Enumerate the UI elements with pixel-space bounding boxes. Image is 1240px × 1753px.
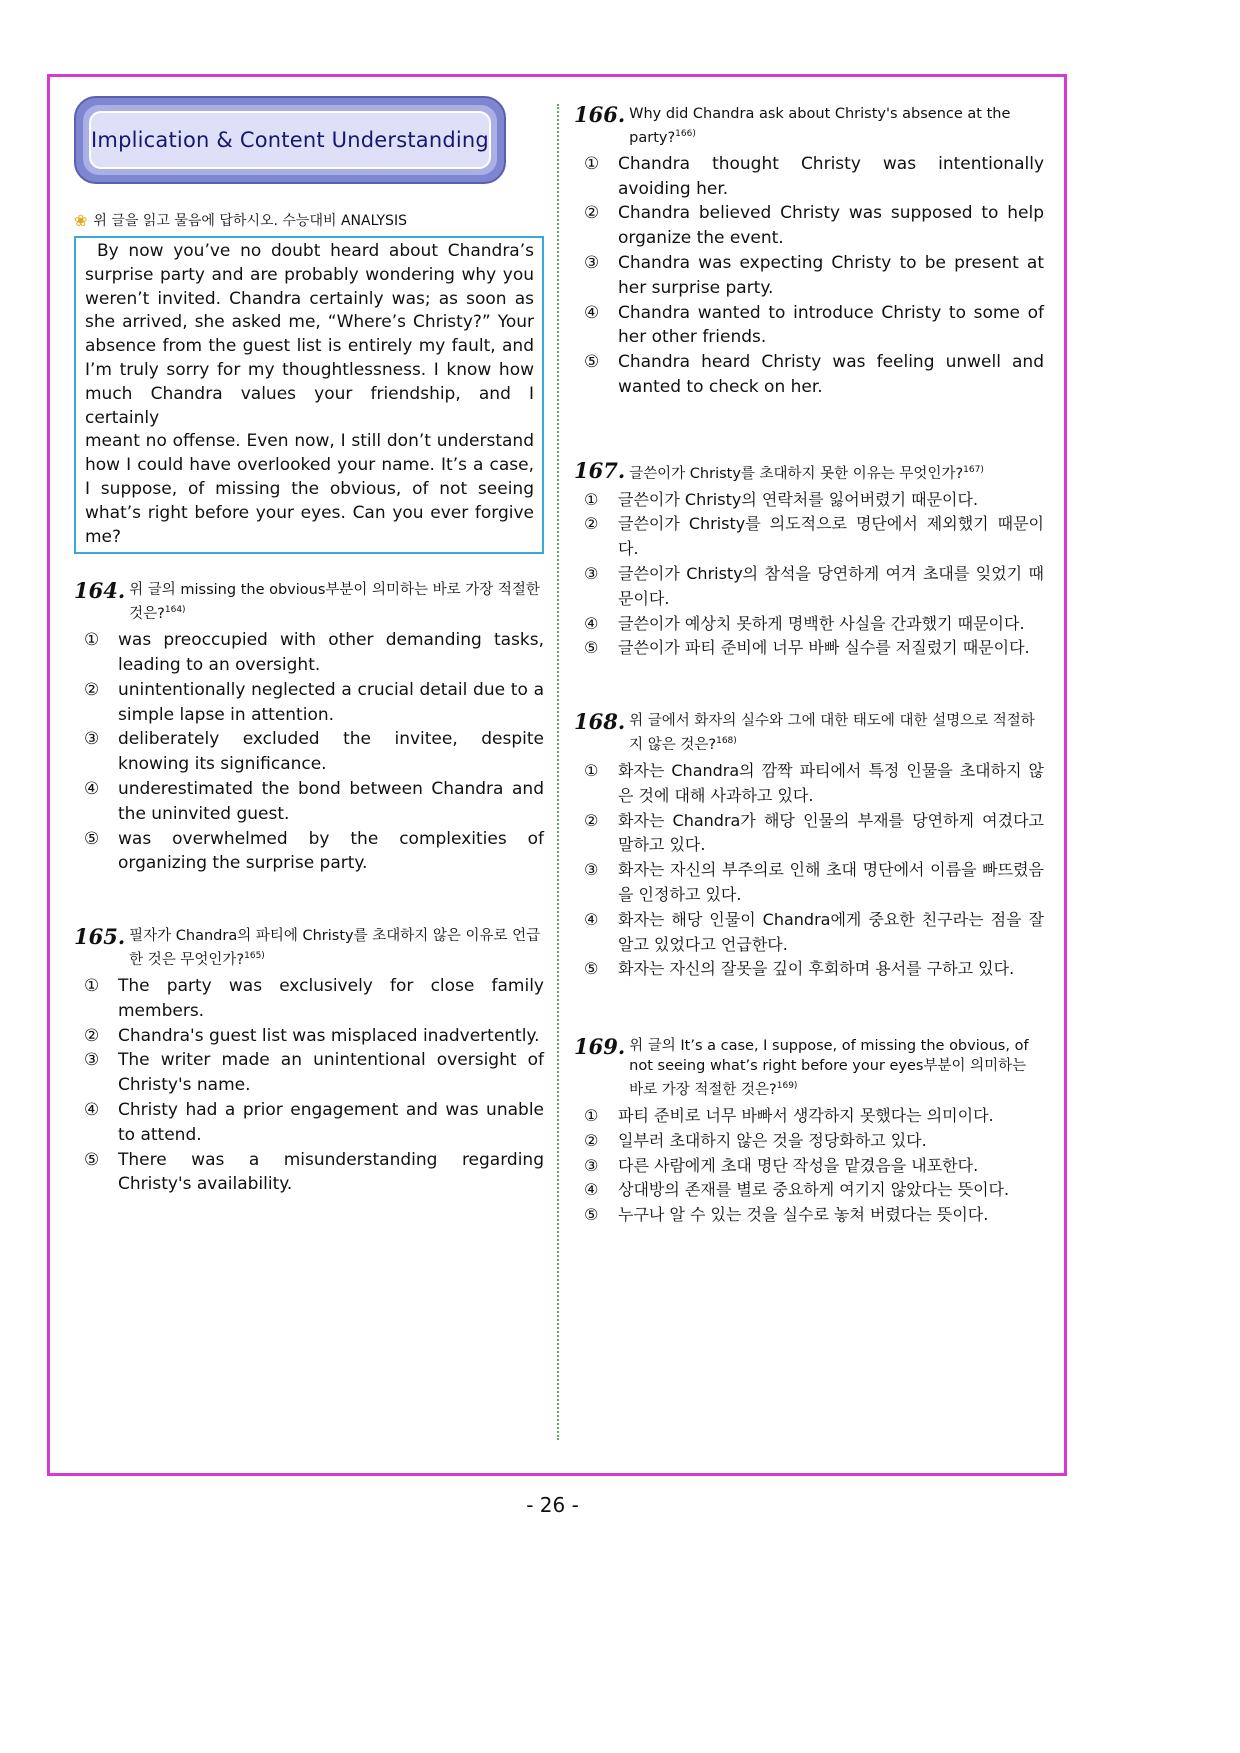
option-number: ⑤: [584, 959, 599, 979]
answer-option[interactable]: [574, 152, 1044, 202]
footnote-ref: 167): [963, 464, 984, 475]
right-column: [574, 104, 1044, 1228]
option-text: was overwhelmed by the complexities of organizing the surprise party.: [118, 828, 544, 874]
option-text: 화자는 자신의 부주의로 인해 초대 명단에서 이름을 빠뜨렸음을 인정하고 있다.: [618, 860, 1044, 905]
passage-line: absence from the guest list is entirely my fault, and: [85, 336, 534, 357]
option-number: ⑤: [584, 1205, 599, 1225]
question-number: 168.: [574, 709, 626, 735]
answer-option[interactable]: [74, 1024, 544, 1049]
passage-line: how I could have overlooked your name. It’s a case,: [85, 455, 534, 476]
option-text: unintentionally neglected a crucial detail due to a simple lapse in attention.: [118, 679, 544, 725]
answer-option[interactable]: [574, 562, 1044, 612]
option-text: was preoccupied with other demanding tasks, leading to an oversight.: [118, 630, 544, 675]
option-number: ②: [584, 1130, 599, 1150]
option-number: ②: [84, 1025, 100, 1046]
footnote-ref: 169): [776, 1081, 798, 1092]
option-text: Chandra thought Christy was intentionally avoiding her.: [618, 153, 1044, 199]
option-text: 누구나 알 수 있는 것을 실수로 놓쳐 버렸다는 뜻이다.: [618, 1205, 989, 1225]
passage-line: I’m truly sorry for my thoughtlessness. I know how: [85, 359, 534, 380]
option-text: 화자는 자신의 잘못을 깊이 후회하며 용서를 구하고 있다.: [618, 959, 1015, 979]
answer-option[interactable]: [574, 201, 1044, 251]
option-text: 화자는 해당 인물이 Chandra에게 중요한 친구라는 점을 잘 알고 있었다고 언급한다.: [618, 909, 1044, 954]
option-text: 글쓴이가 Christy의 연락처를 잃어버렸기 때문이다.: [618, 489, 979, 509]
answer-option[interactable]: [574, 858, 1044, 908]
answer-option[interactable]: [574, 301, 1044, 351]
option-text: 다른 사람에게 초대 명단 작성을 맡겼음을 내포한다.: [618, 1155, 979, 1175]
passage-line: surprise party and are probably wondering why you: [85, 264, 534, 285]
question-text: 위 글의 missing the obvious부분이 의미하는 바로 가장 적절한 것은?: [129, 582, 540, 623]
passage-line: weren’t invited. Chandra certainly was; as soon as: [85, 288, 534, 309]
question-text: Why did Chandra ask about Christy's absence at the party?: [629, 106, 1011, 146]
option-number: ①: [584, 489, 599, 509]
option-text: The writer made an unintentional oversight of Christy's name.: [118, 1050, 544, 1096]
option-number: ④: [584, 1180, 599, 1200]
question-168: [574, 711, 1044, 982]
option-text: Chandra's guest list was misplaced inadvertently.: [118, 1025, 540, 1046]
instruction: [74, 210, 544, 230]
reading-passage: [74, 236, 544, 554]
answer-option[interactable]: [74, 1098, 544, 1148]
answer-option[interactable]: [574, 1129, 1044, 1154]
option-number: ④: [584, 302, 600, 323]
question-text: 글쓴이가 Christy를 초대하지 못한 이유는 무엇인가?: [629, 465, 964, 482]
column-divider: [557, 104, 559, 1440]
section-banner: [74, 96, 506, 184]
question-number: 164.: [74, 578, 126, 604]
option-text: There was a misunderstanding regarding Christy's availability.: [118, 1149, 544, 1195]
footnote-ref: 164): [164, 605, 186, 616]
answer-option[interactable]: [574, 809, 1044, 859]
passage-line: I suppose, of missing the obvious, of not seeing: [85, 478, 534, 499]
question-169: [574, 1036, 1044, 1228]
passage-line: meant no offense. Even now, I still don’t understand: [85, 431, 534, 452]
question-number: 165.: [74, 924, 126, 950]
option-number: ①: [84, 630, 100, 651]
section-title: Implication & Content Understanding: [89, 111, 491, 169]
passage-line: much Chandra values your friendship, and I certainly: [85, 383, 534, 428]
answer-option[interactable]: [574, 908, 1044, 958]
answer-option[interactable]: [574, 1203, 1044, 1228]
answer-option[interactable]: [574, 488, 1044, 513]
question-text: 필자가 Chandra의 파티에 Christy를 초대하지 않은 이유로 언급한 것은 무엇인가?: [129, 928, 541, 968]
answer-option[interactable]: [574, 612, 1044, 637]
option-number: ④: [84, 778, 100, 799]
option-text: The party was exclusively for close family members.: [118, 975, 544, 1021]
option-text: deliberately excluded the invitee, despite knowing its significance.: [118, 729, 544, 775]
answer-option[interactable]: [574, 251, 1044, 301]
option-number: ③: [584, 564, 599, 584]
answer-option[interactable]: [74, 678, 544, 728]
option-number: ④: [584, 613, 599, 633]
question-text: 위 글에서 화자의 실수와 그에 대한 태도에 대한 설명으로 적절하지 않은 것은?: [629, 713, 1035, 754]
question-text: 위 글의 It’s a case, I suppose, of missing the obvious, of not seeing what’s right before your eyes부분이 의미하는 바로 가장 적절한 것은?: [629, 1038, 1029, 1099]
passage-line: she arrived, she asked me, “Where’s Christy?” Your: [85, 312, 534, 333]
answer-option[interactable]: [574, 759, 1044, 809]
option-text: Chandra heard Christy was feeling unwell and wanted to check on her.: [618, 352, 1044, 397]
question-165: [74, 926, 544, 1197]
footnote-ref: 168): [716, 736, 737, 747]
question-167: [574, 457, 1044, 661]
option-text: underestimated the bond between Chandra and the uninvited guest.: [118, 778, 544, 824]
option-text: 파티 준비로 너무 바빠서 생각하지 못했다는 의미이다.: [618, 1106, 994, 1126]
answer-option[interactable]: [574, 636, 1044, 661]
option-number: ④: [584, 909, 599, 929]
option-text: 글쓴이가 예상치 못하게 명백한 사실을 간과했기 때문이다.: [618, 613, 1025, 633]
answer-option[interactable]: [574, 1154, 1044, 1179]
answer-option[interactable]: [74, 974, 544, 1024]
option-text: 화자는 Chandra의 깜짝 파티에서 특정 인물을 초대하지 않은 것에 대해 사과하고 있다.: [618, 761, 1044, 805]
passage-line: me?: [85, 526, 122, 547]
option-number: ①: [584, 1106, 599, 1126]
option-text: 글쓴이가 파티 준비에 너무 바빠 실수를 저질렀기 때문이다.: [618, 638, 1030, 658]
option-number: ③: [584, 1155, 599, 1175]
question-164: [74, 580, 544, 876]
page-number: - 26 -: [526, 1493, 579, 1517]
option-text: 화자는 Chandra가 해당 인물의 부재를 당연하게 여겼다고 말하고 있다.: [618, 810, 1044, 855]
option-number: ②: [584, 514, 599, 534]
answer-option[interactable]: [74, 1048, 544, 1098]
option-number: ⑤: [584, 352, 600, 373]
option-number: ③: [84, 1050, 100, 1071]
option-text: Christy had a prior engagement and was unable to attend.: [118, 1099, 544, 1145]
option-text: 글쓴이가 Christy의 참석을 당연하게 여겨 초대를 잊었기 때문이다.: [618, 564, 1044, 608]
instruction-text: 위 글을 읽고 물음에 답하시오. 수능대비 ANALYSIS: [93, 213, 407, 229]
answer-option[interactable]: [74, 777, 544, 827]
option-text: 글쓴이가 Christy를 의도적으로 명단에서 제외했기 때문이다.: [618, 514, 1044, 559]
question-number: 166.: [574, 102, 626, 127]
option-number: ①: [584, 153, 600, 174]
question-number: 169.: [574, 1034, 626, 1060]
answer-option[interactable]: [574, 512, 1044, 562]
option-number: ③: [584, 253, 600, 274]
option-number: ①: [584, 761, 599, 781]
option-text: 일부러 초대하지 않은 것을 정당화하고 있다.: [618, 1130, 927, 1150]
option-text: Chandra wanted to introduce Christy to some of her other friends.: [618, 302, 1044, 348]
passage-line: what’s right before your eyes. Can you ever forgive: [85, 502, 534, 523]
answer-option[interactable]: [574, 957, 1044, 982]
option-number: ⑤: [584, 638, 599, 658]
option-number: ③: [584, 860, 599, 880]
option-text: 상대방의 존재를 별로 중요하게 여기지 않았다는 뜻이다.: [618, 1180, 1010, 1200]
option-number: ⑤: [84, 1149, 100, 1170]
answer-option[interactable]: [74, 1148, 544, 1198]
footnote-ref: 166): [675, 129, 696, 139]
option-number: ②: [584, 810, 599, 830]
question-166: [574, 104, 1044, 400]
flower-icon: ❀: [74, 210, 88, 230]
option-number: ④: [84, 1099, 100, 1120]
question-number: 167.: [574, 457, 626, 483]
answer-option[interactable]: [74, 727, 544, 777]
answer-option[interactable]: [574, 1104, 1044, 1129]
passage-line: By now you’ve no doubt heard about Chandra’s: [97, 241, 534, 261]
answer-option[interactable]: [74, 628, 544, 678]
option-number: ②: [84, 679, 100, 700]
answer-option[interactable]: [74, 827, 544, 877]
footnote-ref: 165): [244, 951, 265, 962]
option-text: Chandra believed Christy was supposed to help organize the event.: [618, 203, 1044, 249]
answer-option[interactable]: [574, 1178, 1044, 1203]
option-number: ①: [84, 975, 100, 996]
answer-option[interactable]: [574, 350, 1044, 400]
option-number: ②: [584, 203, 600, 224]
option-text: Chandra was expecting Christy to be present at her surprise party.: [618, 253, 1044, 298]
left-column: [74, 96, 544, 1197]
option-number: ⑤: [84, 828, 100, 849]
option-number: ③: [84, 729, 100, 750]
